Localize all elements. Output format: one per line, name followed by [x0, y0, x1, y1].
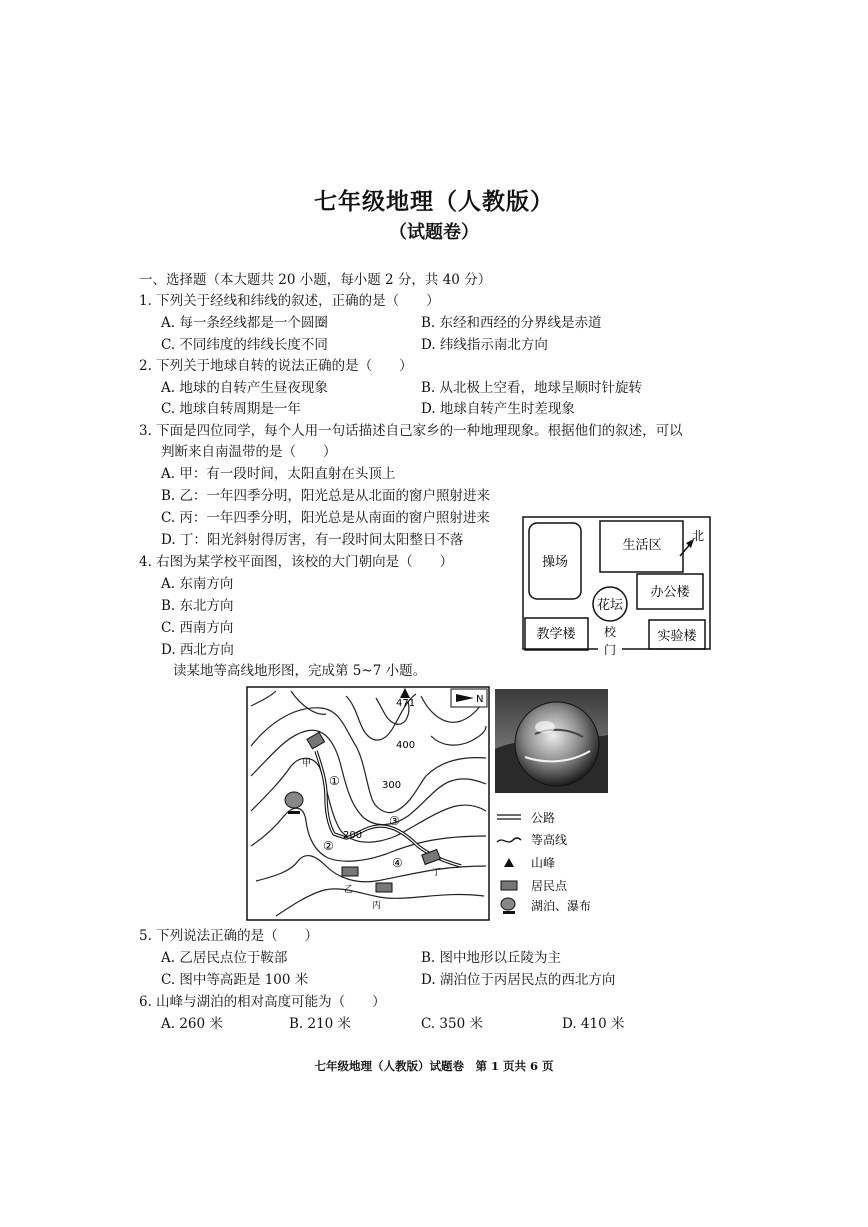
gate-label-1: 校: [603, 625, 617, 639]
question-4-option-d: D. 西北方向: [161, 642, 234, 658]
contour-label-200: 200: [343, 830, 363, 841]
peak-elevation-label: 471: [396, 698, 416, 709]
question-4-option-b: B. 东北方向: [161, 598, 234, 614]
question-2-option-b: B. 从北极上空看，地球呈顺时针旋转: [421, 380, 643, 396]
question-1-option-a: A. 每一条经线都是一个圆圈: [161, 315, 328, 331]
question-3-stem: 3. 下面是四位同学，每个人用一句话描述自己家乡的一种地理现象。根据他们的叙述，可以: [139, 423, 683, 439]
question-1-option-d: D. 纬线指示南北方向: [421, 337, 548, 353]
peak-legend-icon: [504, 858, 514, 867]
question-5-option-d: D. 湖泊位于丙居民点的西北方向: [421, 972, 616, 988]
page-title: 七年级地理（人教版）: [314, 188, 554, 215]
question-6-option-b: B. 210 米: [289, 1016, 352, 1032]
contour-label-300: 300: [382, 780, 402, 791]
village-jia-label: 甲: [302, 759, 312, 769]
lake-legend-icon: [501, 898, 515, 910]
waterfall-symbol: [288, 811, 300, 814]
landscape-crystal-ball-photo: [495, 689, 608, 793]
question-6-option-d: D. 410 米: [562, 1016, 625, 1032]
question-2-option-d: D. 地球自转产生时差现象: [421, 401, 575, 417]
point-4-label: ④: [392, 856, 403, 870]
legend-contour-label: 等高线: [531, 833, 568, 847]
question-6-option-c: C. 350 米: [421, 1016, 483, 1032]
question-3-option-a: A. 甲：有一段时间，太阳直射在头顶上: [161, 466, 396, 482]
question-3-option-b: B. 乙：一年四季分明，阳光总是从北面的窗户照射进来: [161, 488, 491, 504]
village-bing-label: 丙: [372, 901, 382, 911]
section-header: 一、选择题（本大题共 20 小题，每小题 2 分，共 40 分）: [139, 272, 492, 288]
contour-legend-icon: [497, 838, 521, 842]
legend-peak-label: 山峰: [531, 856, 556, 870]
question-6-stem: 6. 山峰与湖泊的相对高度可能为（ ）: [139, 994, 386, 1010]
point-1-label: ①: [329, 774, 340, 788]
question-5-stem: 5. 下列说法正确的是（ ）: [139, 928, 319, 944]
question-1-stem: 1. 下列关于经线和纬线的叙述，正确的是（ ）: [139, 293, 440, 309]
village-yi-label: 乙: [344, 885, 354, 895]
legend-village-label: 居民点: [531, 879, 568, 893]
point-3-label: ③: [389, 814, 400, 828]
question-3-stem-continued: 判断来自南温带的是（ ）: [161, 444, 337, 460]
village-ding-label: 丁: [432, 868, 442, 878]
village-yi-symbol: [342, 867, 358, 876]
read-map-instruction: 读某地等高线地形图，完成第 5~7 小题。: [173, 663, 427, 679]
question-4-option-a: A. 东南方向: [161, 576, 234, 592]
point-2-label: ②: [323, 839, 334, 853]
question-6-option-a: A. 260 米: [161, 1016, 223, 1032]
contour-label-400: 400: [396, 740, 416, 751]
map-legend: [495, 806, 605, 916]
page-subtitle: （试题卷）: [389, 222, 479, 243]
question-2-option-a: A. 地球的自转产生昼夜现象: [161, 380, 328, 396]
map-north-label: N: [476, 694, 484, 705]
legend-road-label: 公路: [531, 811, 556, 825]
question-2-stem: 2. 下列关于地球自转的说法正确的是（ ）: [139, 358, 413, 374]
question-5-option-a: A. 乙居民点位于鞍部: [161, 950, 288, 966]
flower-bed-label: 花坛: [596, 598, 624, 613]
question-5-option-b: B. 图中地形以丘陵为主: [421, 950, 562, 966]
living-area-label: 生活区: [622, 538, 662, 553]
teaching-building-label: 教学楼: [536, 627, 576, 642]
north-label: 北: [691, 529, 705, 543]
contour-map-figure: [246, 686, 490, 921]
question-1-option-c: C. 不同纬度的纬线长度不同: [161, 337, 328, 353]
gate-label-2: 门: [603, 643, 617, 657]
question-4-option-c: C. 西南方向: [161, 620, 234, 636]
village-bing-symbol: [376, 883, 392, 892]
school-plan-figure: [520, 514, 715, 659]
legend-lake-label: 湖泊、瀑布: [531, 899, 592, 913]
question-3-option-d: D. 丁：阳光斜射得厉害，有一段时间太阳整日不落: [161, 532, 464, 548]
village-legend-icon: [501, 881, 517, 890]
page-footer: 七年级地理（人教版）试题卷 第 1 页共 6 页: [314, 1059, 554, 1073]
playground-label: 操场: [541, 555, 569, 570]
question-4-stem: 4. 右图为某学校平面图，该校的大门朝向是（ ）: [139, 554, 454, 570]
question-1-option-b: B. 东经和西经的分界线是赤道: [421, 315, 602, 331]
question-2-option-c: C. 地球自转周期是一年: [161, 401, 301, 417]
lake-symbol: [285, 792, 303, 808]
office-label: 办公楼: [650, 585, 690, 600]
lab-label: 实验楼: [657, 629, 697, 644]
waterfall-legend-icon: [503, 911, 515, 914]
question-3-option-c: C. 丙：一年四季分明，阳光总是从南面的窗户照射进来: [161, 510, 490, 526]
north-indicator: [451, 689, 487, 707]
question-5-option-c: C. 图中等高距是 100 米: [161, 972, 309, 988]
